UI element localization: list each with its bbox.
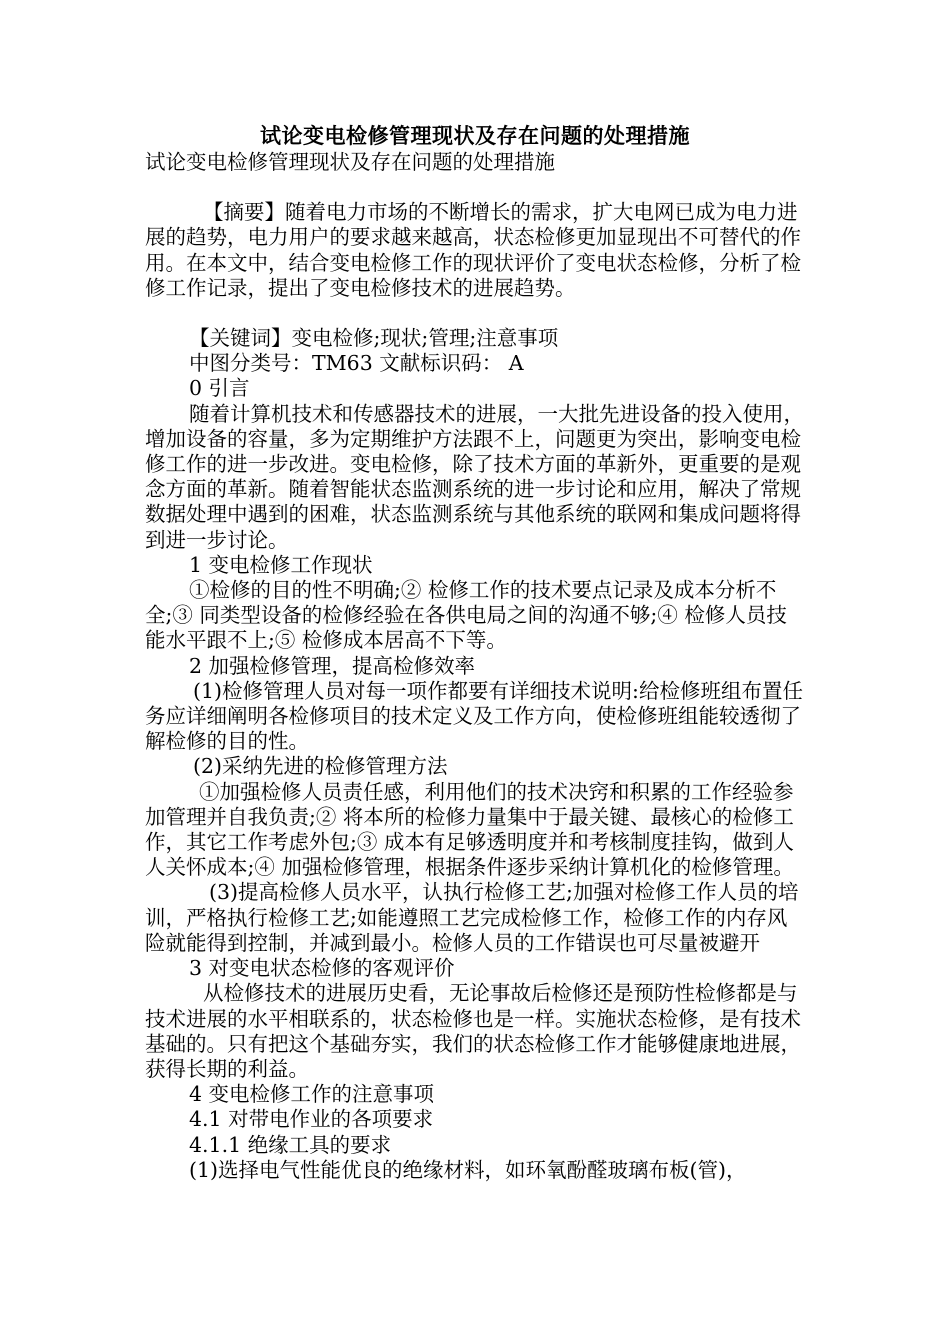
section-4-1-1-paragraph: (1)选择电气性能优良的绝缘材料，如环氧酚醛玻璃布板(管)，	[189, 1157, 747, 1182]
section-0-paragraph: 随着计算机技术和传感器技术的进展，一大批先进设备的投入使用，增加设备的容量，多为定期维护方法跟不上，问题更为突出，影响变电检修工作的进一步改进。变电检修，除了技术方面的革新外，更重要的是观念方面的革新。随着智能状态监测系统的进一步讨论和应用，解决了常规数据处理中遇到的困难，状态监测系统与其他系统的联网和集成问题将得到进一步讨论。	[145, 401, 804, 552]
spacer	[145, 301, 805, 326]
abstract-paragraph: 【摘要】随着电力市场的不断增长的需求，扩大电网已成为电力进展的趋势，电力用户的要求越来越高，状态检修更加显现出不可替代的作用。在本文中，结合变电检修工作的现状评价了变电状态检修，分析了检修工作记录，提出了变电检修技术的进展趋势。	[145, 200, 801, 300]
section-3-heading: 3 对变电状态检修的客观评价	[189, 956, 455, 981]
section-1-heading: 1 变电检修工作现状	[189, 552, 373, 577]
spacer	[145, 175, 805, 200]
section-2-heading: 2 加强检修管理，提高检修效率	[189, 653, 476, 678]
section-3-paragraph: 从检修技术的进展历史看，无论事故后检修还是预防性检修都是与技术进展的水平相联系的，状态检修也是一样。实施状态检修，是有技术基础的。只有把这个基础夯实，我们的状态检修工作才能够健康地进展，获得长期的利益。	[145, 981, 801, 1081]
section-2-paragraph-3: (3)提高检修人员水平，认执行检修工艺;加强对检修工作人员的培训，严格执行检修工艺;如能遵照工艺完成检修工作，检修工作的内存风险就能得到控制，并减到最小。检修人员的工作错误也可尽量被避开	[145, 880, 799, 955]
section-1-paragraph: ①检修的目的性不明确;② 检修工作的技术要点记录及成本分析不全;③ 同类型设备的检修经验在各供电局之间的沟通不够;④ 检修人员技能水平跟不上;⑤ 检修成本居高不下等。	[145, 578, 787, 653]
keywords-line: 【关键词】变电检修;现状;管理;注意事项	[189, 326, 559, 351]
classification-line: 中图分类号：TM63 文献标识码： A	[189, 351, 524, 376]
section-2-subheading-2: (2)采纳先进的检修管理方法	[193, 754, 448, 779]
section-2-paragraph-1: (1)检修管理人员对每一项作都要有详细技术说明:给检修班组布置任务应详细阐明各检修项目的技术定义及工作方向，使检修班组能较透彻了解检修的目的性。	[145, 678, 803, 754]
document-subtitle: 试论变电检修管理现状及存在问题的处理措施	[145, 150, 555, 174]
section-4-1-heading: 4.1 对带电作业的各项要求	[189, 1107, 434, 1132]
section-4-1-1-heading: 4.1.1 绝缘工具的要求	[189, 1132, 392, 1157]
document-body	[145, 150, 805, 1183]
section-4-heading: 4 变电检修工作的注意事项	[189, 1082, 435, 1107]
section-0-heading: 0 引言	[189, 376, 250, 401]
section-2-paragraph-2: ①加强检修人员责任感，利用他们的技术决窍和积累的工作经验参加管理并自我负责;② 将本所的检修力量集中于最关键、最核心的检修工作，其它工作考虑外包;③ 成本有足够透明度并和考核制度挂钩，做到人人关怀成本;④ 加强检修管理，根据条件逐步采纳计算机化的检修管理。	[145, 779, 794, 880]
document-title: 试论变电检修管理现状及存在问题的处理措施	[260, 124, 690, 148]
